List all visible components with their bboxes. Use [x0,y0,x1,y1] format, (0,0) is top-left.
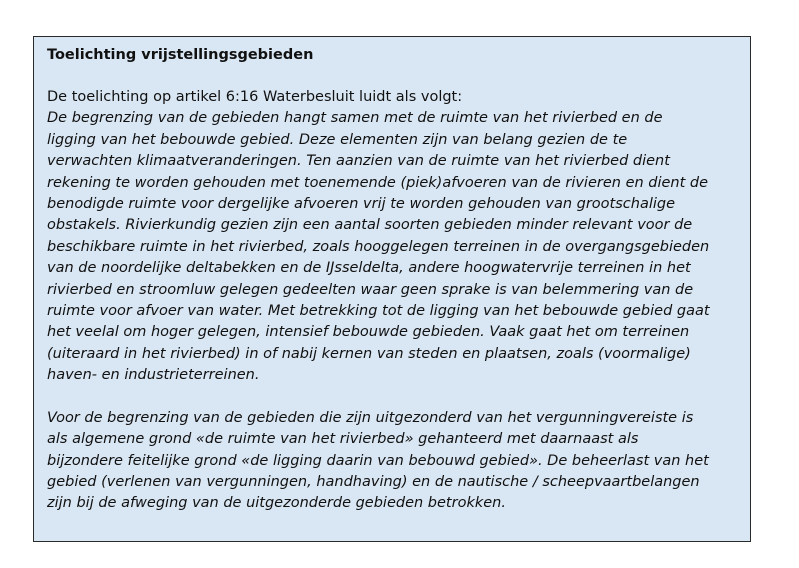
intro-line: De toelichting op artikel 6:16 Waterbesluit luidt als volgt: [47,89,463,105]
box-title: Toelichting vrijstellingsgebieden [47,47,314,63]
explanation-box [33,36,751,542]
quoted-paragraph-2: Voor de begrenzing van de gebieden die zijn uitgezonderd van het vergunningvereiste is als algemene grond «de ruimte van het rivierbed» gehanteerd met daarnaast als bijzondere feitelijke grond «de ligging daarin van bebouwd gebied». De beheerlast van het gebied (verlenen van vergunningen, handhaving) en de nautische / scheepvaartbelangen zijn bij de afweging van de uitgezonderde gebieden betrokken. [47,409,709,512]
quoted-paragraph-1: De begrenzing van de gebieden hangt samen met de ruimte van het rivierbed en de ligging van het bebouwde gebied. Deze elementen zijn van belang gezien de te verwachten klimaatveranderingen. Ten aanzien van de ruimte van het rivierbed dient rekening te worden gehouden met toenemende (piek)afvoeren van de rivieren en dient de benodigde ruimte voor dergelijke afvoeren vrij te worden gehouden van grootschalige obstakels. Rivierkundig gezien zijn een aantal soorten gebieden minder relevant voor de beschikbare ruimte in het rivierbed, zoals hooggelegen terreinen in de overgangsgebieden van de noordelijke deltabekken en de IJsseldelta, andere hoogwatervrije terreinen in het rivierbed en stroomluw gelegen gedeelten waar geen sprake is van belemmering van de ruimte voor afvoer van water. Met betrekking tot de ligging van het bebouwde gebied gaat het veelal om hoger gelegen, intensief bebouwde gebieden. Vaak gaat het om terreinen (uiteraard in het rivierbed) in of nabij kernen van steden en plaatsen, zoals (voormalige) haven- en industrieterreinen. [47,110,710,384]
